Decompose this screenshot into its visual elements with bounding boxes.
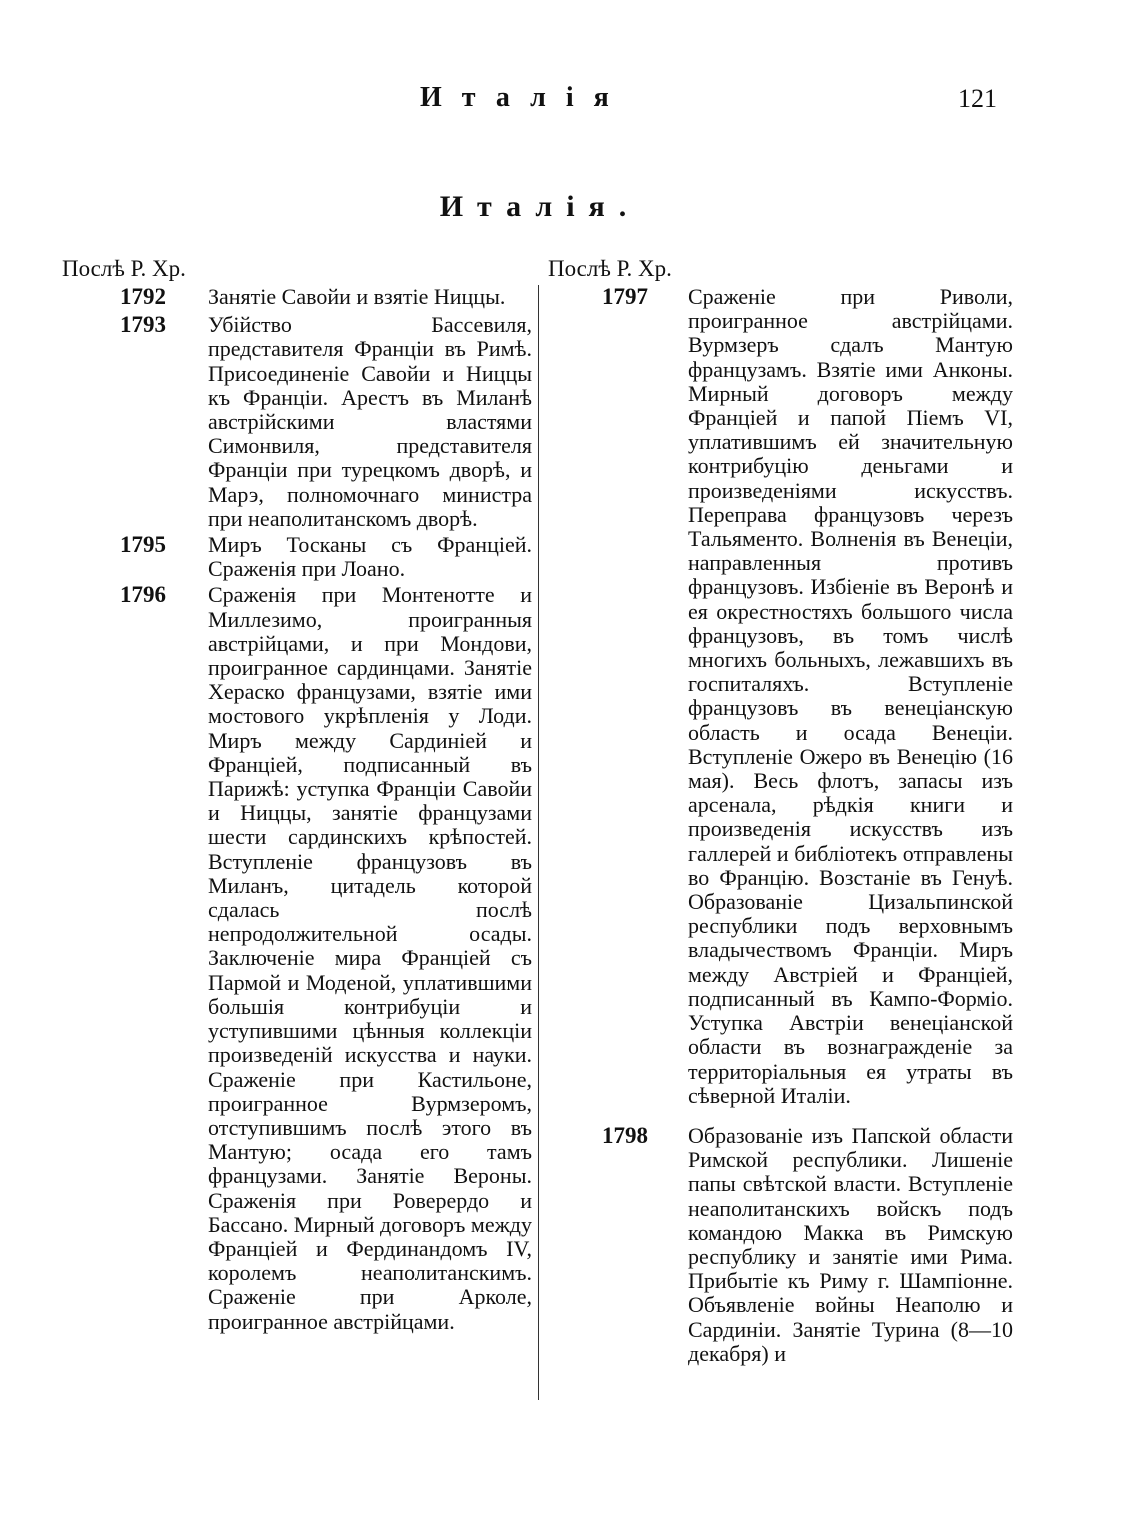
entry-year: 1792 xyxy=(120,284,166,309)
page-header xyxy=(0,82,1140,122)
chronology-entry xyxy=(62,533,532,581)
entry-year: 1798 xyxy=(602,1122,648,1148)
entry-text: Убійство Бассевиля, представителя Франціи въ Римѣ. Присоединеніе Савойи и Ниццы къ Франціи. Арестъ въ Миланѣ австрійскими властями Симонвиля, представителя Франціи при турецкомъ дворѣ, и Марэ, полномочнаго министра при неаполитанскомъ дворѣ. xyxy=(208,312,532,531)
entry-year: 1795 xyxy=(120,532,166,558)
left-column xyxy=(62,255,532,1334)
entry-year: 1796 xyxy=(120,582,166,608)
page-number: 121 xyxy=(958,84,997,113)
entry-year: 1797 xyxy=(602,284,648,309)
entry-text: Сраженіе при Риволи, проигранное австрійцами. Вурмзеръ сдалъ Мантую французамъ. Взятіе ими Анконы. Мирный договоръ между Франціей и папой Піемъ VI, уплатившимъ ей значительную контрибуцію деньгами и произведеніями искусствъ. Переправа французовъ черезъ Тальяменто. Волненія въ Венеціи, направленныя противъ французовъ. Избіеніе въ Веронѣ и ея окрестностяхъ большого числа французовъ, въ томъ числѣ многихъ больныхъ, лежавшихъ въ госпиталяхъ. Вступленіе французовъ въ венеціанскую область и осада Венеціи. Вступленіе Ожеро въ Венецію (16 мая). Весь флотъ, запасы изъ арсенала, рѣдкія книги и произведенія искусствъ изъ галлерей и библіотекъ отправлены во Францію. Возстаніе въ Генуѣ. Образованіе Цизальпинской республики подъ верховнымъ владычествомъ Франціи. Миръ между Австріей и Франціей, подписанный въ Кампо-Форміо. Уступка Австріи венеціанской области въ вознагражденіе за территоріальныя ея утраты въ сѣверной Италіи. xyxy=(688,284,1013,1108)
running-title: Италія xyxy=(420,82,629,113)
era-label: Послѣ Р. Хр. xyxy=(548,256,672,281)
chronology-entry xyxy=(548,1124,1013,1366)
entry-text: Занятіе Савойи и взятіе Ниццы. xyxy=(208,284,506,309)
column-divider xyxy=(538,285,539,1400)
right-column xyxy=(548,255,1013,1366)
entry-text: Образованіе изъ Папской области Римской республики. Лишеніе папы свѣтской власти. Вступленіе неаполитанскихъ войскъ подъ командою Макка въ Римскую республику и занятіе ими Рима. Прибытіе къ Риму г. Шампіонне. Объявленіе войны Неаполю и Сардиніи. Занятіе Турина (8—10 декабря) и xyxy=(688,1122,1013,1366)
era-label: Послѣ Р. Хр. xyxy=(62,256,186,281)
entry-text: Миръ Тосканы съ Франціей. Сраженія при Лоано. xyxy=(208,532,532,582)
entry-year: 1793 xyxy=(120,312,166,338)
chronology-entry xyxy=(548,285,1013,1108)
chronology-entry xyxy=(62,285,532,309)
chapter-title: Италія. xyxy=(439,190,641,223)
entry-text: Сраженія при Монтенотте и Миллезимо, проигранныя австрійцами, и при Мондови, проигранное сардинцами. Занятіе Хераско французами, взятіе ими мостового укрѣпленія у Лоди. Миръ между Сардиніей и Франціей, подписанный въ Парижѣ: уступка Франціи Савойи и Ниццы, занятіе французами шести сардинскихъ крѣпостей. Вступленіе французовъ въ Миланъ, цитадель которой сдалась послѣ непродолжительной осады. Заключеніе мира Франціей съ Пармой и Моденой, уплатившими большія контрибуціи и уступившими цѣнныя коллекціи произведеній искусства и науки. Сраженіе при Кастильоне, проигранное Вурмзеромъ, отступившимъ послѣ этого въ Мантую; осада его тамъ французами. Занятіе Вероны. Сраженія при Роверердо и Бассано. Мирный договоръ между Франціей и Фердинандомъ IV, королемъ неаполитанскимъ. Сраженіе при Арколе, проигранное австрійцами. xyxy=(208,582,532,1334)
chronology-entry xyxy=(62,313,532,531)
chronology-entry xyxy=(62,583,532,1333)
